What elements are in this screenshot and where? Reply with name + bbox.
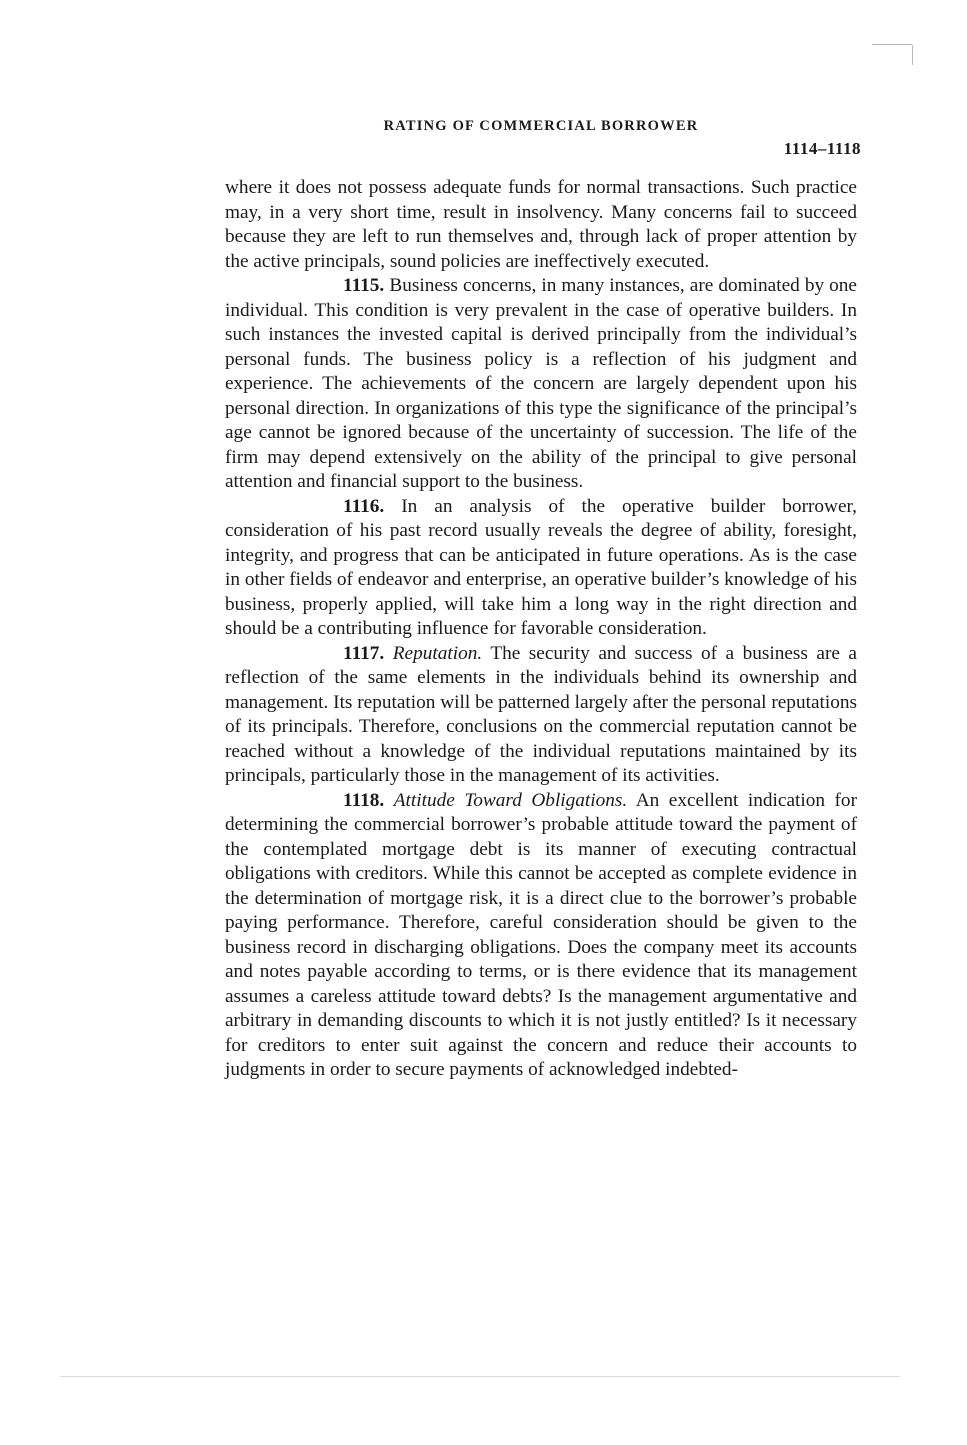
paragraph-text: An excellent indication for determining the commercial borrower’s probable attitude toward the payment of the contemplated mortgage debt is its manner of executing contractual obligations with creditors. While this cannot be accepted as complete evidence in the determination of mortgage risk, it is a direct clue to the borrower’s probable paying performance. Therefore, careful consideration should be given to the business record in discharging obligations. Does the company meet its accounts and notes payable according to terms, or is there evidence that its management assumes a careless attitude toward debts? Is the management argumentative and arbitrary in demanding discounts to which it is not justly entitled? Is it necessary for creditors to enter suit against the concern and reduce their accounts to judgments in order to secure payments of acknowledged indebted- <box>225 789 857 1080</box>
paragraph-text: Business concerns, in many instances, are dominated by one individual. This condition is very prevalent in the case of operative builders. In such instances the invested capital is derived principally from the individual’s personal funds. The business policy is a reflection of his judgment and experience. The achievements of the concern are largely dependent upon his personal direction. In organizations of this type the significance of the principal’s age cannot be ignored because of the uncertainty of succession. The life of the firm may depend extensively on the ability of the principal to give personal attention and financial support to the business. <box>225 275 857 492</box>
scan-bottom-line <box>60 1376 900 1377</box>
paragraph-continuation <box>225 176 857 274</box>
paragraph-text: The security and success of a business are a reflection of the same elements in the individuals behind its ownership and management. Its reputation will be patterned largely after the personal reputations of its principals. Therefore, conclusions on the commercial reputation cannot be reached without a knowledge of the individual reputations maintained by its principals, particularly those in the management of its activities. <box>225 642 857 786</box>
section-title: Reputation. <box>392 642 483 664</box>
paragraph-text: In an analysis of the operative builder borrower, consideration of his past record usually reveals the degree of ability, foresight, integrity, and progress that can be anticipated in future operations. As is the case in other fields of endeavor and enterprise, an operative builder’s knowledge of his business, properly applied, will take him a long way in the right direction and should be a contributing influence for favorable consideration. <box>225 495 858 639</box>
paragraph-1118 <box>225 789 857 1083</box>
paragraph-1115 <box>225 274 857 495</box>
scan-edge-mark-right <box>912 45 913 65</box>
section-number: 1117. <box>343 642 385 664</box>
section-range-label: 1114–1118 <box>783 139 861 158</box>
section-number: 1118. <box>343 789 385 811</box>
scan-edge-mark-top-right <box>872 44 912 45</box>
section-number: 1115. <box>343 275 385 296</box>
section-number: 1116. <box>343 495 385 517</box>
paragraph-1117 <box>225 642 857 789</box>
body-text <box>225 176 857 1083</box>
paragraph-text: where it does not possess adequate funds for normal transactions. Such practice may, in a very short time, result in insolvency. Many concerns fail to succeed because they are left to run themselves and, through lack of proper attention by the active principals, sound policies are ineffectively executed. <box>225 177 857 272</box>
section-title: Attitude Toward Obligations. <box>393 789 628 811</box>
paragraph-1116 <box>225 495 857 642</box>
running-head-title: RATING OF COMMERCIAL BORROWER <box>383 118 699 134</box>
